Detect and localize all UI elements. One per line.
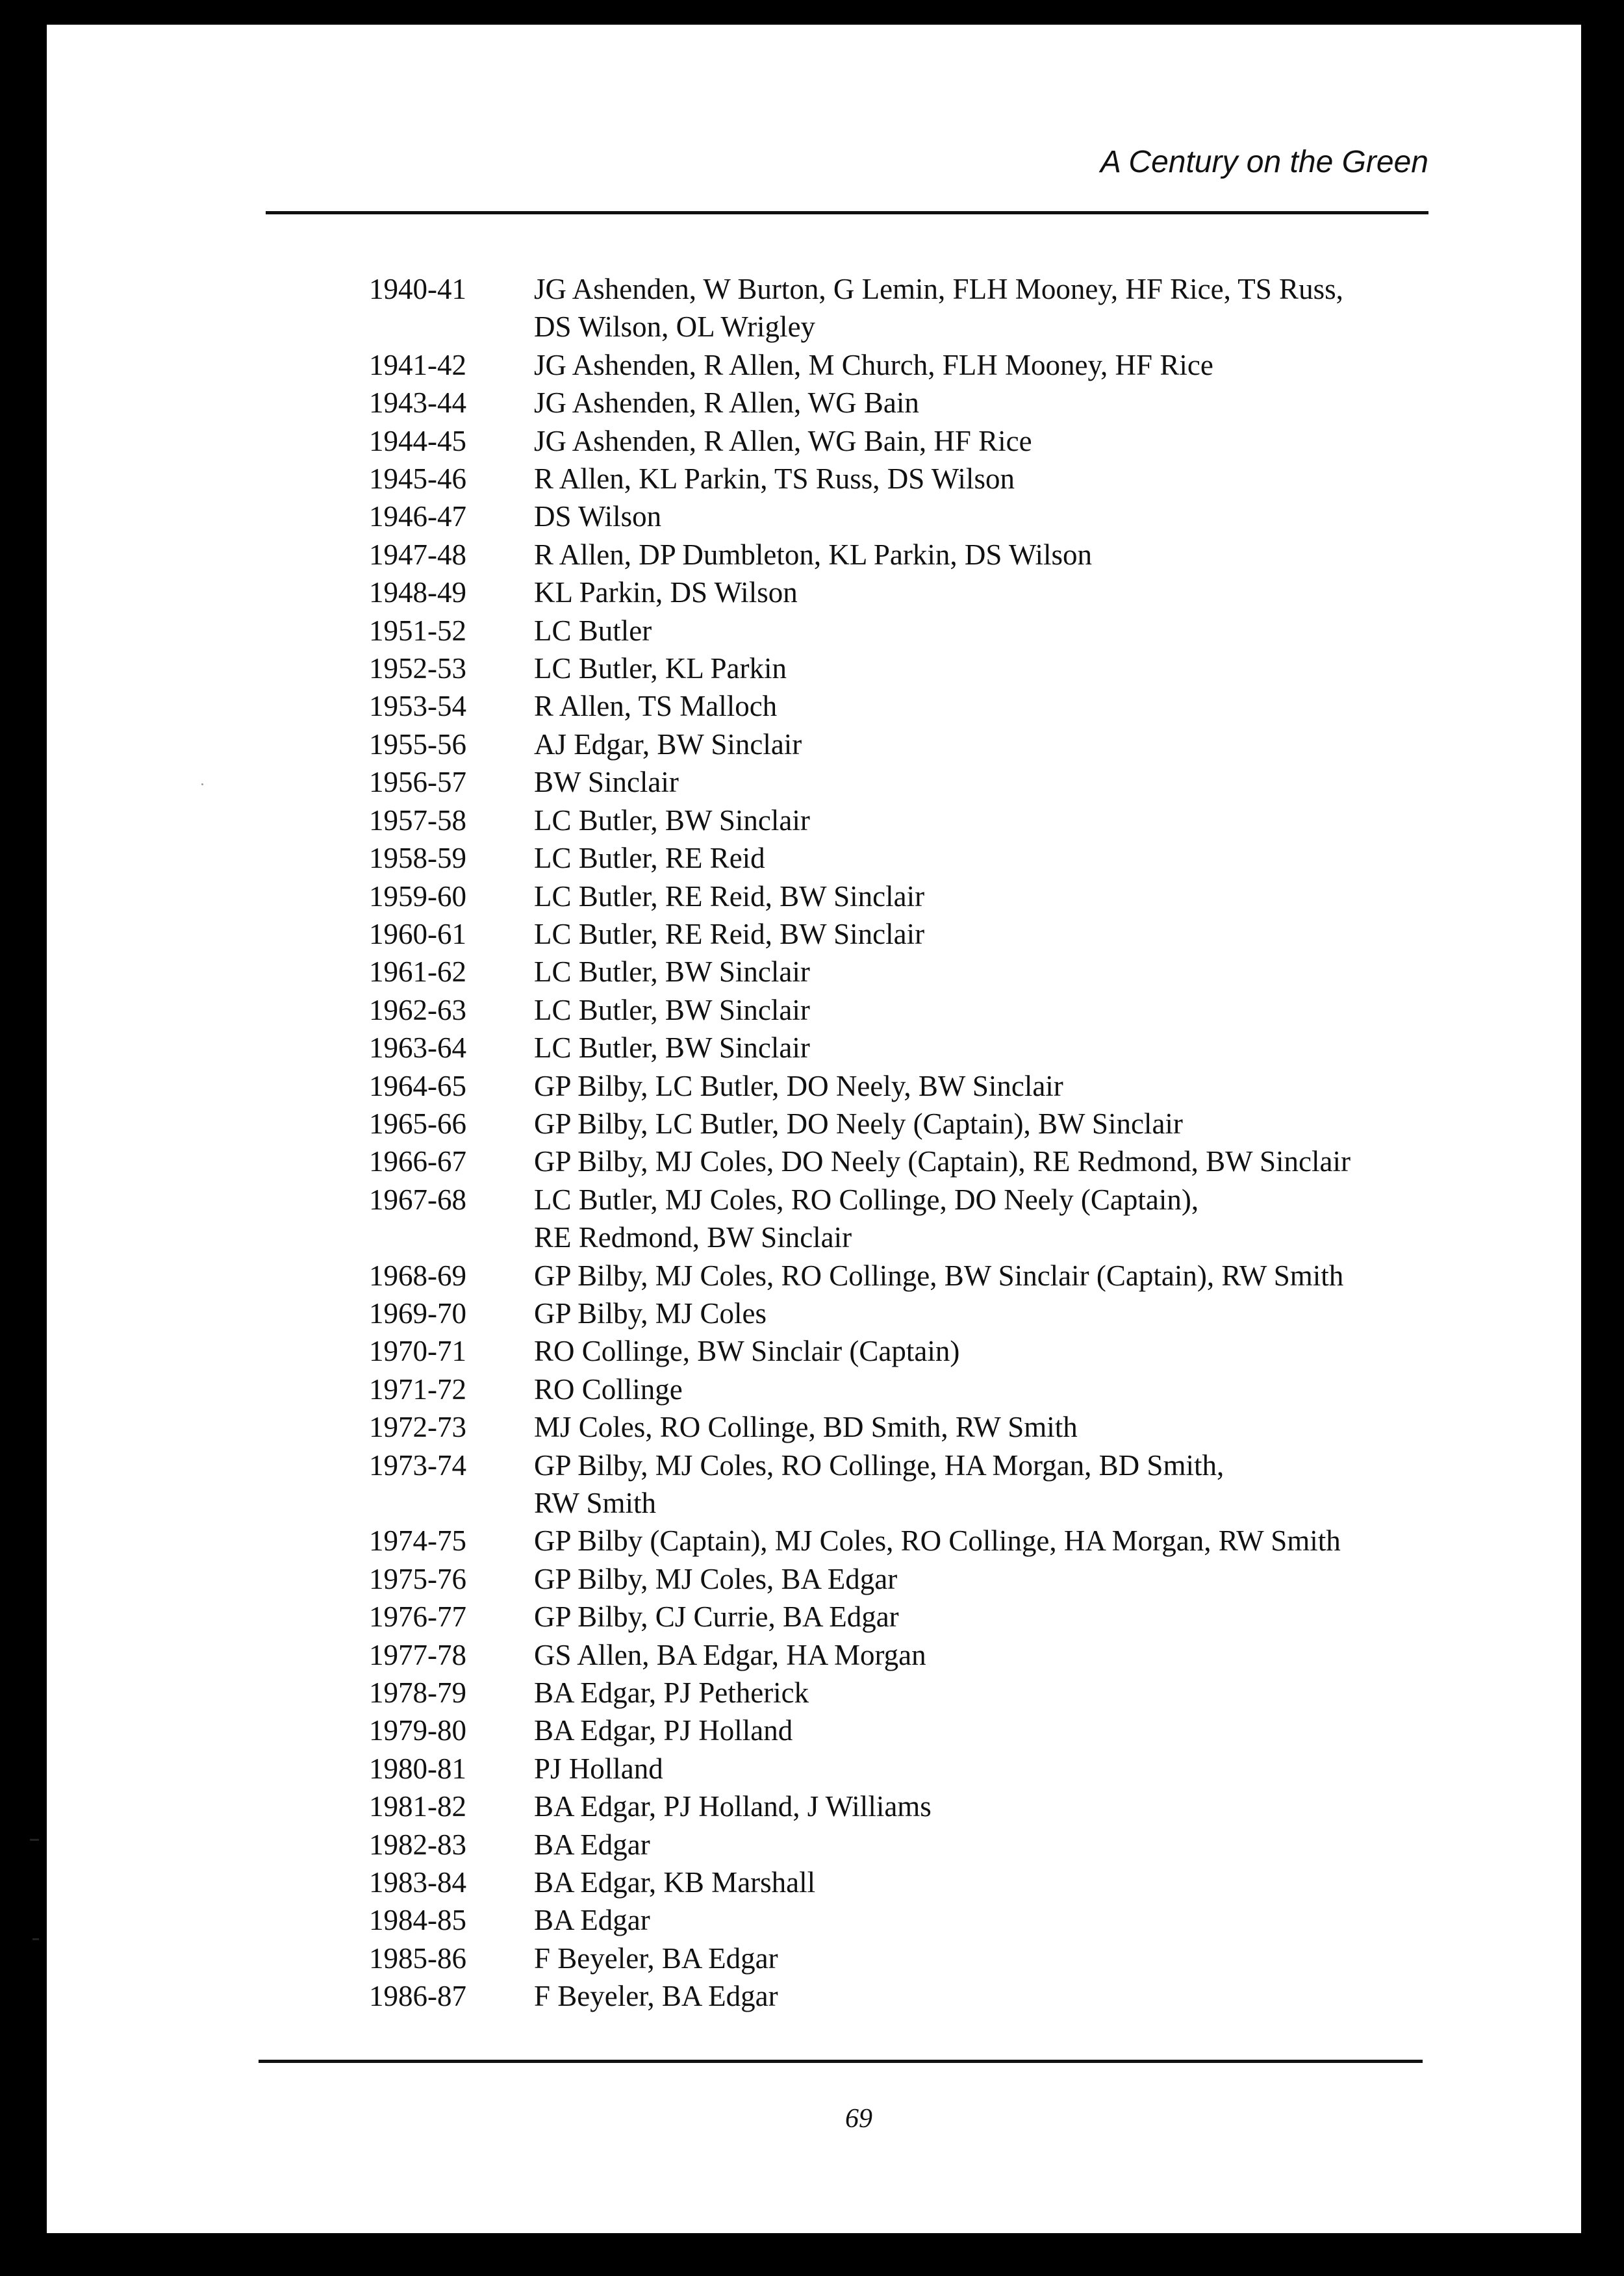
season-label: 1980-81 — [369, 1752, 466, 1785]
members-text: LC Butler — [534, 614, 652, 647]
list-item — [320, 1143, 1463, 1180]
members-text: LC Butler, RE Reid, BW Sinclair — [534, 917, 925, 950]
members-text: GP Bilby, LC Butler, DO Neely (Captain), BW Sinclair — [534, 1107, 1183, 1140]
book-page — [47, 25, 1581, 2233]
members-text: GP Bilby, MJ Coles, BA Edgar — [534, 1562, 898, 1595]
list-item — [320, 1940, 1463, 1977]
season-label: 1979-80 — [369, 1714, 466, 1747]
members-text: LC Butler, RE Reid, BW Sinclair — [534, 879, 925, 913]
season-label: 1943-44 — [369, 386, 466, 420]
members-text: BA Edgar, PJ Holland — [534, 1714, 793, 1747]
list-item — [320, 1105, 1463, 1143]
list-item — [320, 878, 1463, 915]
list-item — [320, 1864, 1463, 1901]
members-text: AJ Edgar, BW Sinclair — [534, 727, 802, 761]
list-item — [320, 1826, 1463, 1864]
list-item — [320, 270, 1463, 346]
list-item — [320, 346, 1463, 384]
list-item — [320, 953, 1463, 991]
team-members-list — [320, 270, 1463, 2016]
list-item — [320, 1332, 1463, 1370]
scan-edge-mark — [30, 1839, 39, 1841]
list-item — [320, 839, 1463, 877]
list-item — [320, 726, 1463, 763]
season-label: 1965-66 — [369, 1107, 466, 1140]
list-item — [320, 1522, 1463, 1560]
season-label: 1968-69 — [369, 1259, 466, 1292]
season-label: 1978-79 — [369, 1676, 466, 1710]
season-label: 1976-77 — [369, 1600, 466, 1634]
list-item — [320, 574, 1463, 611]
running-head-title: A Century on the Green — [1100, 145, 1428, 179]
season-label: 1972-73 — [369, 1411, 466, 1444]
list-item — [320, 1181, 1463, 1257]
season-label: 1960-61 — [369, 917, 466, 950]
members-text: LC Butler, BW Sinclair — [534, 1031, 810, 1065]
season-label: 1944-45 — [369, 424, 466, 457]
members-text: F Beyeler, BA Edgar — [534, 1941, 778, 1975]
season-label: 1985-86 — [369, 1941, 466, 1975]
season-label: 1966-67 — [369, 1145, 466, 1178]
members-text: LC Butler, RE Reid — [534, 842, 765, 875]
season-label: 1952-53 — [369, 652, 466, 685]
list-item — [320, 991, 1463, 1029]
members-text: RO Collinge, BW Sinclair (Captain) — [534, 1335, 960, 1368]
list-item — [320, 612, 1463, 650]
season-label: 1947-48 — [369, 538, 466, 571]
list-item — [320, 1447, 1463, 1523]
list-item — [320, 1295, 1463, 1332]
members-text: LC Butler, KL Parkin — [534, 652, 787, 685]
season-label: 1982-83 — [369, 1828, 466, 1861]
list-item — [320, 802, 1463, 839]
members-text: GP Bilby, LC Butler, DO Neely, BW Sinclair — [534, 1069, 1063, 1102]
scan-speck — [201, 783, 203, 785]
header-rule — [266, 211, 1428, 214]
members-text: RO Collinge — [534, 1372, 683, 1406]
members-text: DS Wilson — [534, 500, 662, 533]
list-item — [320, 1636, 1463, 1674]
season-label: 1940-41 — [369, 273, 466, 305]
list-item — [320, 763, 1463, 801]
list-item — [320, 1901, 1463, 1939]
season-label: 1984-85 — [369, 1904, 466, 1937]
members-text: R Allen, KL Parkin, TS Russ, DS Wilson — [534, 462, 1015, 496]
list-item — [320, 650, 1463, 687]
season-label: 1945-46 — [369, 462, 466, 496]
list-item — [320, 460, 1463, 498]
members-text: GP Bilby (Captain), MJ Coles, RO Collinge, HA Morgan, RW Smith — [534, 1524, 1341, 1558]
members-text: LC Butler, BW Sinclair — [534, 993, 810, 1026]
list-item — [320, 536, 1463, 574]
list-item — [320, 1029, 1463, 1067]
list-item — [320, 1788, 1463, 1825]
list-item — [320, 1598, 1463, 1636]
list-item — [320, 1067, 1463, 1105]
members-text: JG Ashenden, R Allen, WG Bain — [534, 386, 919, 420]
season-label: 1961-62 — [369, 955, 466, 989]
list-item — [320, 422, 1463, 460]
members-text: GS Allen, BA Edgar, HA Morgan — [534, 1638, 926, 1671]
members-text: BA Edgar, PJ Holland, J Williams — [534, 1790, 932, 1823]
members-text: JG Ashenden, W Burton, G Lemin, FLH Mooney, HF Rice, TS Russ, DS Wilson, OL Wrigley — [534, 273, 1343, 344]
season-label: 1963-64 — [369, 1031, 466, 1065]
members-text: R Allen, DP Dumbleton, KL Parkin, DS Wilson — [534, 538, 1093, 571]
members-text: LC Butler, MJ Coles, RO Collinge, DO Neely (Captain), RE Redmond, BW Sinclair — [534, 1183, 1199, 1254]
members-text: GP Bilby, MJ Coles, DO Neely (Captain), RE Redmond, BW Sinclair — [534, 1145, 1351, 1178]
season-label: 1973-74 — [369, 1448, 466, 1482]
season-label: 1986-87 — [369, 1980, 466, 2013]
list-item — [320, 498, 1463, 535]
season-label: 1948-49 — [369, 576, 466, 609]
members-text: PJ Holland — [534, 1752, 663, 1785]
members-text: GP Bilby, MJ Coles — [534, 1296, 767, 1330]
members-text: BA Edgar — [534, 1828, 650, 1861]
members-text: LC Butler, BW Sinclair — [534, 955, 810, 989]
members-text: MJ Coles, RO Collinge, BD Smith, RW Smith — [534, 1411, 1078, 1444]
season-label: 1962-63 — [369, 993, 466, 1026]
members-text: LC Butler, BW Sinclair — [534, 803, 810, 837]
season-label: 1956-57 — [369, 766, 466, 799]
members-text: JG Ashenden, R Allen, M Church, FLH Mooney, HF Rice — [534, 348, 1213, 381]
season-label: 1958-59 — [369, 842, 466, 875]
season-label: 1951-52 — [369, 614, 466, 647]
members-text: GP Bilby, MJ Coles, RO Collinge, HA Morgan, BD Smith, RW Smith — [534, 1448, 1224, 1519]
season-label: 1969-70 — [369, 1296, 466, 1330]
season-label: 1946-47 — [369, 500, 466, 533]
members-text: JG Ashenden, R Allen, WG Bain, HF Rice — [534, 424, 1032, 457]
season-label: 1983-84 — [369, 1866, 466, 1899]
season-label: 1967-68 — [369, 1183, 466, 1216]
season-label: 1953-54 — [369, 690, 466, 723]
list-item — [320, 1408, 1463, 1446]
members-text: R Allen, TS Malloch — [534, 690, 778, 723]
members-text: GP Bilby, CJ Currie, BA Edgar — [534, 1600, 899, 1634]
season-label: 1959-60 — [369, 879, 466, 913]
season-label: 1941-42 — [369, 348, 466, 381]
season-label: 1977-78 — [369, 1638, 466, 1671]
season-label: 1971-72 — [369, 1372, 466, 1406]
members-text: F Beyeler, BA Edgar — [534, 1980, 778, 2013]
list-item — [320, 1712, 1463, 1749]
list-item — [320, 1371, 1463, 1408]
list-item — [320, 1977, 1463, 2015]
list-item — [320, 915, 1463, 953]
members-text: GP Bilby, MJ Coles, RO Collinge, BW Sinclair (Captain), RW Smith — [534, 1259, 1344, 1292]
list-item — [320, 687, 1463, 725]
members-text: BA Edgar, PJ Petherick — [534, 1676, 809, 1710]
scan-edge-mark — [32, 1938, 39, 1940]
page-number: 69 — [845, 2104, 872, 2134]
list-item — [320, 1674, 1463, 1712]
season-label: 1970-71 — [369, 1335, 466, 1368]
season-label: 1975-76 — [369, 1562, 466, 1595]
list-item — [320, 1750, 1463, 1788]
footer-rule — [259, 2060, 1423, 2063]
season-label: 1955-56 — [369, 727, 466, 761]
season-label: 1981-82 — [369, 1790, 466, 1823]
list-item — [320, 1560, 1463, 1598]
members-text: KL Parkin, DS Wilson — [534, 576, 798, 609]
list-item — [320, 1257, 1463, 1295]
season-label: 1974-75 — [369, 1524, 466, 1558]
list-item — [320, 384, 1463, 422]
members-text: BA Edgar, KB Marshall — [534, 1866, 816, 1899]
members-text: BW Sinclair — [534, 766, 679, 799]
members-text: BA Edgar — [534, 1904, 650, 1937]
season-label: 1957-58 — [369, 803, 466, 837]
season-label: 1964-65 — [369, 1069, 466, 1102]
